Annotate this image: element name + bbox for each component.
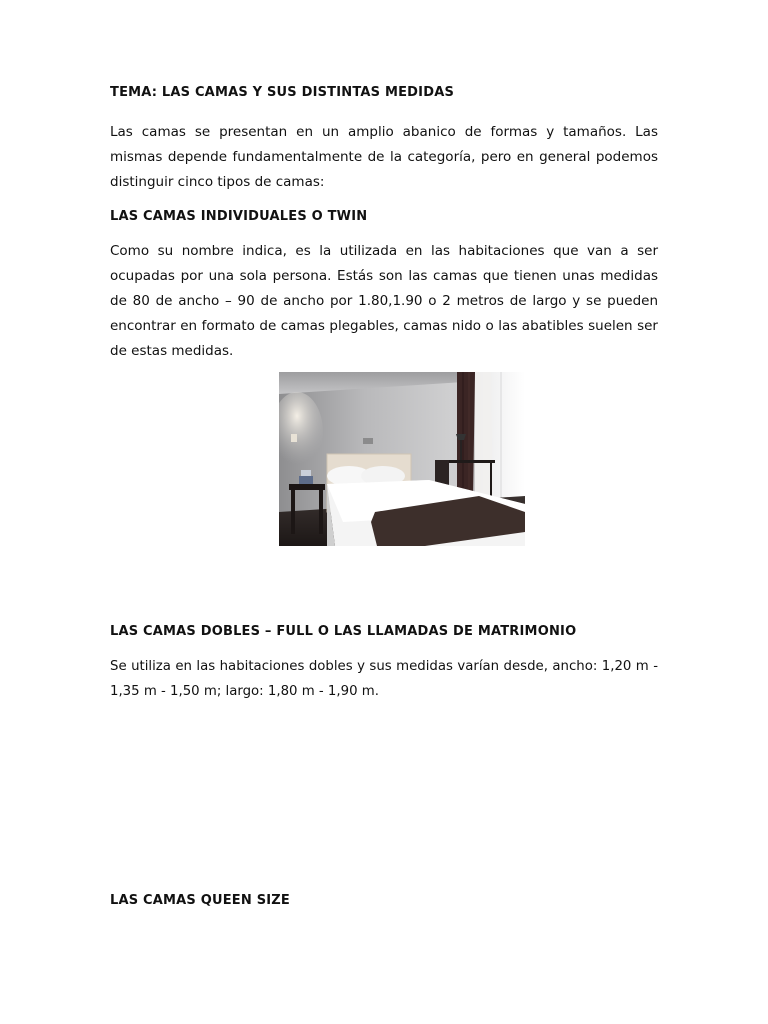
document-title: TEMA: LAS CAMAS Y SUS DISTINTAS MEDIDAS: [110, 85, 455, 100]
section-heading-dobles: LAS CAMAS DOBLES – FULL O LAS LLAMADAS DE MATRIMONIO: [110, 624, 577, 639]
section-body-dobles: Se utiliza en las habitaciones dobles y sus medidas varían desde, ancho: 1,20 m - 1,35 m - 1,50 m; largo: 1,80 m - 1,90 m.: [110, 659, 658, 699]
section-heading-twin: LAS CAMAS INDIVIDUALES O TWIN: [110, 209, 368, 224]
single-bed-hotel-room-photo: [279, 372, 525, 546]
section-heading-queen: LAS CAMAS QUEEN SIZE: [110, 893, 291, 908]
intro-paragraph: Las camas se presentan en un amplio abanico de formas y tamaños. Las mismas depende fundamentalmente de la categoría, pero en general podemos distinguir cinco tipos de camas:: [110, 124, 658, 190]
section-body-twin: Como su nombre indica, es la utilizada en las habitaciones que van a ser ocupadas por una sola persona. Estás son las camas que tienen unas medidas de 80 de ancho – 90 de ancho por 1.80,1.90 o 2 metros de largo y se pueden encontrar en formato de camas plegables, camas nido o las abatibles suelen ser de estas medidas.: [110, 243, 658, 359]
